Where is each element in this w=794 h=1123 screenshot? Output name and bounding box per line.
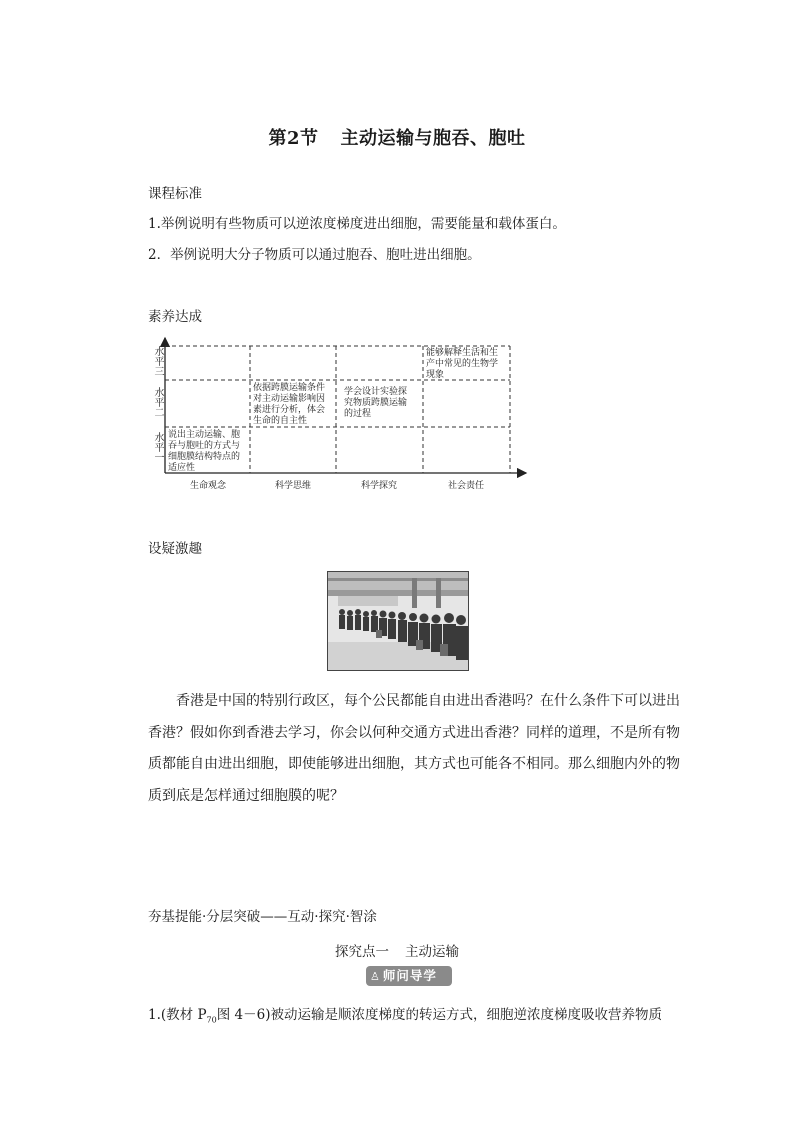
question-heading: 设疑激趣 xyxy=(148,541,202,557)
section-title: 主动运输与胞吞、胞吐 xyxy=(340,128,526,149)
teacher-icon: ♙ xyxy=(370,970,381,983)
standard-heading: 课程标准 xyxy=(148,186,202,202)
row-label-level-1: 水平一 xyxy=(152,432,163,462)
cell-level1-concept: 说出主动运输、胞 吞与胞吐的方式与 细胞膜结构特点的 适应性 xyxy=(168,430,241,473)
row-label-level-3: 水平三 xyxy=(152,346,163,376)
col-label-scientific-thinking: 科学思维 xyxy=(274,481,311,491)
section-banner: 夯基提能·分层突破——互动·探究·智涂 xyxy=(148,909,377,925)
col-label-social-responsibility: 社会责任 xyxy=(447,481,484,491)
cell-level2-thinking: 依据跨膜运输条件 对主动运输影响因 素进行分析，体会 生命的自主性 xyxy=(253,383,326,426)
question-paragraph: 香港是中国的特别行政区，每个公民都能自由进出香港吗？在什么条件下可以进出香港？假如你到香港去学习，你会以何种交通方式进出香港？同样的道理，不是所有物质都能自由进出细胞，即使能够进出细胞，其方式也可能各不相同。那么细胞内外的物质到底是怎样通过细胞膜的呢？ xyxy=(148,693,680,804)
literacy-diagram xyxy=(148,334,528,494)
col-label-scientific-inquiry: 科学探究 xyxy=(360,481,397,491)
standard-item-2: 2．举例说明大分子物质可以通过胞吞、胞吐进出细胞。 xyxy=(148,247,481,263)
teacher-guide-badge: ♙ 师问导学 xyxy=(366,966,452,986)
standard-item-1: 1.举例说明有些物质可以逆浓度梯度进出细胞，需要能量和载体蛋白。 xyxy=(148,216,566,232)
explore-point-label: 探究点一 xyxy=(335,944,389,960)
literacy-heading: 素养达成 xyxy=(148,309,202,325)
cell-level3-social: 能够解释生活和生 产中常见的生物学 现象 xyxy=(426,348,499,380)
explore-point-heading xyxy=(0,940,794,960)
section-number: 第2节 xyxy=(268,128,319,149)
cell-level2-inquiry: 学会设计实验探 究物质跨膜运输 的过程 xyxy=(344,387,408,419)
col-label-life-concept: 生命观念 xyxy=(189,481,226,491)
question-1-text: 1.(教材 $P_{70}$图 4－6)被动运输是顺浓度梯度的转运方式，细胞逆浓度梯度吸收营养物质 xyxy=(148,1007,662,1025)
explore-point-title: 主动运输 xyxy=(405,944,459,960)
crowd-photo xyxy=(327,571,469,671)
page-title xyxy=(0,124,794,150)
crowd-photo-illustration xyxy=(328,572,468,670)
row-label-level-2: 水平二 xyxy=(152,387,163,417)
